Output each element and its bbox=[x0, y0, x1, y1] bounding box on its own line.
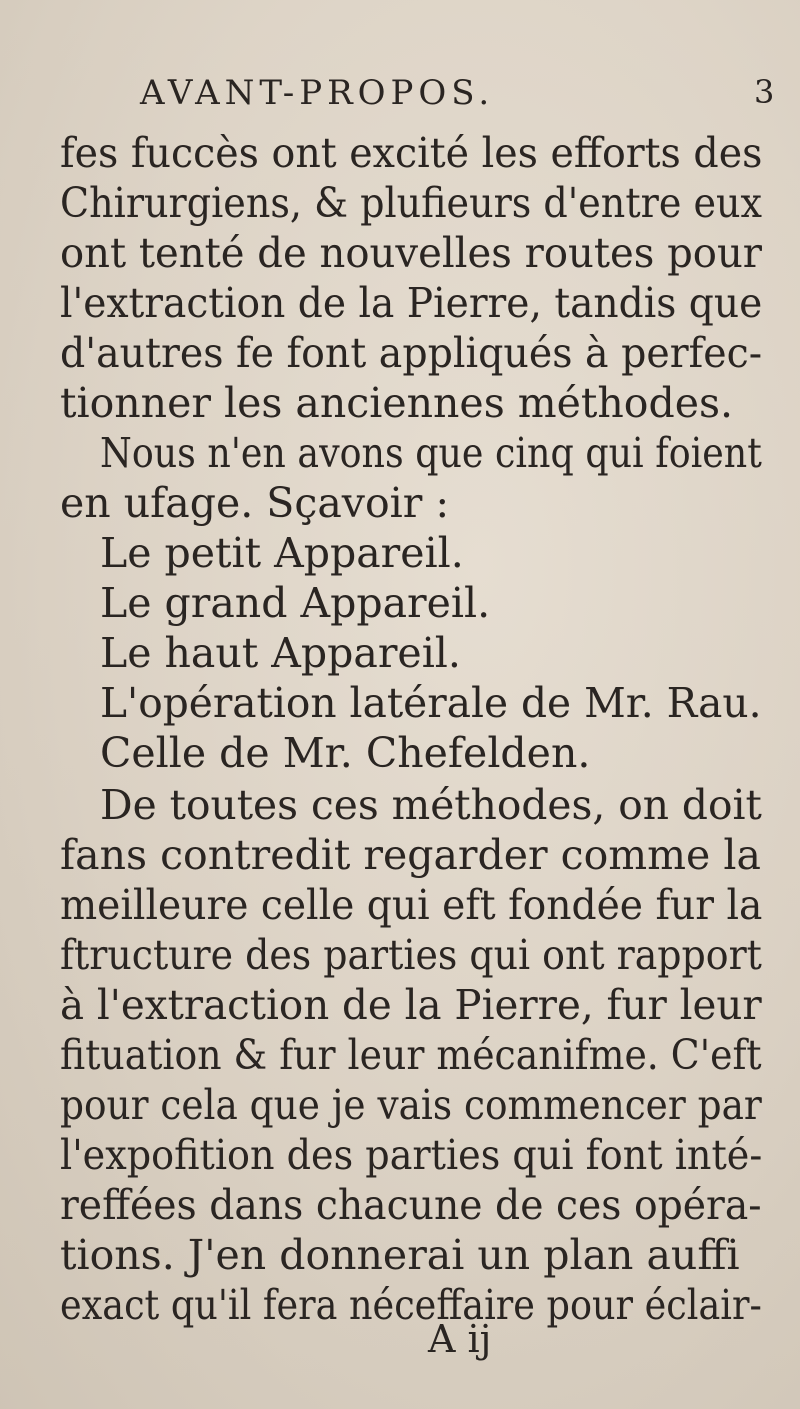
text-line: d'autres fe font appliqués à perfec- bbox=[60, 329, 763, 377]
text-line: à l'extraction de la Pierre, fur leur bbox=[60, 981, 762, 1029]
list-item: Le petit Appareil. bbox=[100, 529, 464, 577]
page-number: 3 bbox=[754, 73, 775, 111]
text-line: tions. J'en donnerai un plan auffi bbox=[60, 1231, 740, 1279]
text-line: exact qu'il fera néceffaire pour éclair- bbox=[60, 1281, 762, 1329]
running-header-title: AVANT-PROPOS. bbox=[140, 73, 495, 113]
list-item: Le grand Appareil. bbox=[100, 579, 491, 627]
text-line: reffées dans chacune de ces opéra- bbox=[60, 1181, 762, 1229]
list-item: L'opération latérale de Mr. Rau. bbox=[100, 679, 762, 727]
text-line: l'extraction de la Pierre, tandis que bbox=[60, 279, 763, 327]
text-line: pour cela que je vais commencer par bbox=[60, 1081, 762, 1129]
text-line: ont tenté de nouvelles routes pour bbox=[60, 229, 762, 277]
text-line: l'expofition des parties qui font inté- bbox=[60, 1131, 763, 1179]
text-line: fes fuccès ont excité les efforts des bbox=[60, 129, 763, 177]
text-line: en ufage. Sçavoir : bbox=[60, 479, 450, 527]
text-line: De toutes ces méthodes, on doit bbox=[100, 781, 762, 829]
text-line: fans contredit regarder comme la bbox=[60, 831, 761, 879]
text-line: meilleure celle qui eft fondée fur la bbox=[60, 881, 763, 929]
text-line: Nous n'en avons que cinq qui foient bbox=[100, 429, 762, 477]
text-line: Chirurgiens, & plufieurs d'entre eux bbox=[60, 179, 762, 227]
text-line: tionner les anciennes méthodes. bbox=[60, 379, 734, 427]
text-line: fituation & fur leur mécanifme. C'eft bbox=[60, 1031, 762, 1079]
signature-mark: A ij bbox=[428, 1317, 492, 1361]
list-item: Celle de Mr. Chefelden. bbox=[100, 729, 591, 777]
text-line: ftructure des parties qui ont rapport bbox=[60, 931, 762, 979]
list-item: Le haut Appareil. bbox=[100, 629, 461, 677]
